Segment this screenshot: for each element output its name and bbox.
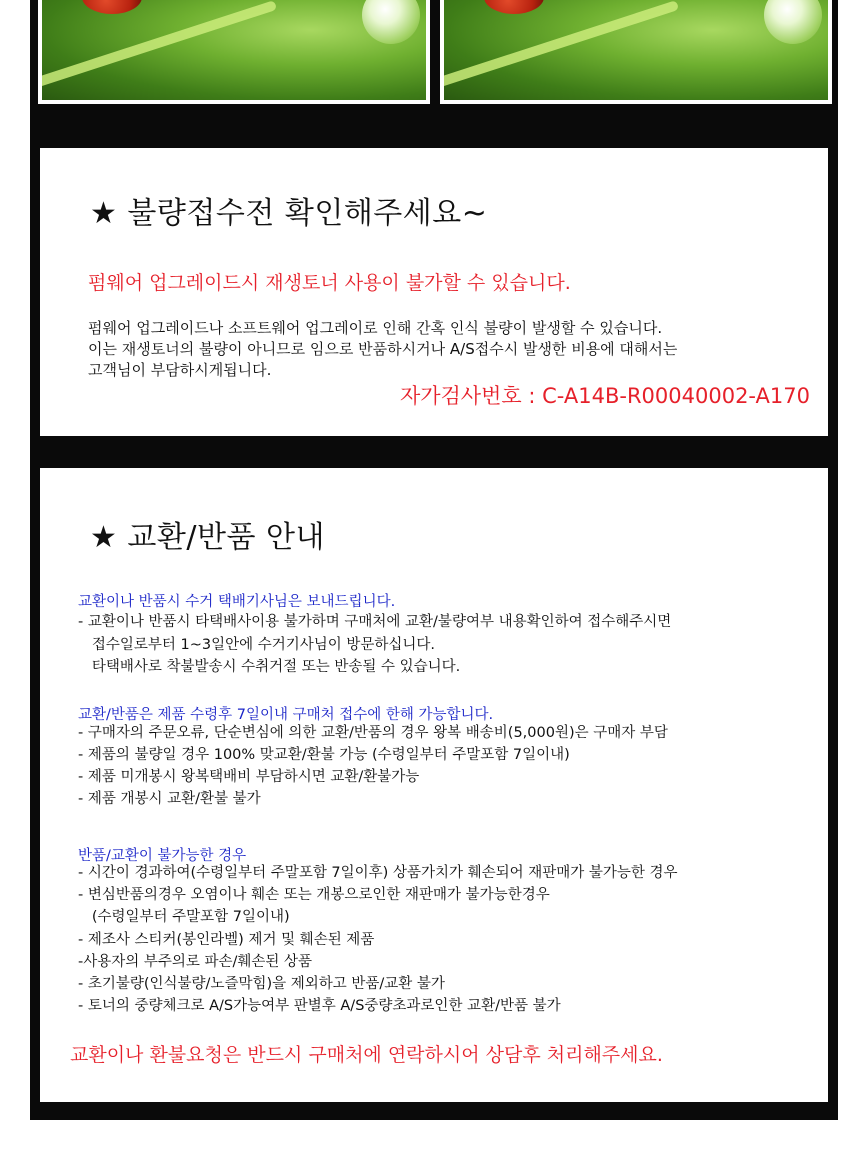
group-heading: 교환/반품은 제품 수령후 7일이내 구매처 접수에 한해 가능합니다. [78,707,494,723]
group-heading: 반품/교환이 불가능한 경우 [78,848,247,864]
list-item: - 토너의 중량체크로 A/S가능여부 판별후 A/S중량초과로인한 교환/반품 불가 [78,998,561,1014]
product-photo-right [440,0,832,104]
list-item: (수령일부터 주말포함 7일이내) [78,909,290,925]
group-heading: 교환이나 반품시 수거 택배기사님은 보내드립니다. [78,594,396,610]
list-item: - 구매자의 주문오류, 단순변심에 의한 교환/반품의 경우 왕복 배송비(5,000원)은 구매자 부담 [78,725,668,741]
section-title: ★ 불량접수전 확인해주세요~ [90,196,488,231]
water-drop-image [764,0,822,44]
section-title: ★ 교환/반품 안내 [90,520,325,555]
notice-line: 고객님이 부담하시게됩니다. [88,361,272,379]
list-item: - 변심반품의경우 오염이나 훼손 또는 개봉으로인한 재판매가 불가능한경우 [78,887,550,903]
inspection-code: 자가검사번호 : C-A14B-R00040002-A170 [399,384,810,408]
list-item: - 시간이 경과하여(수령일부터 주말포함 7일이후) 상품가치가 훼손되어 재판매가 불가능한 경우 [78,865,678,881]
list-item: - 제조사 스티커(봉인라벨) 제거 및 훼손된 제품 [78,932,375,948]
list-item: - 교환이나 반품시 타택배사이용 불가하며 구매처에 교환/불량여부 내용확인하여 접수해주시면 [78,614,672,630]
notice-line: 이는 재생토너의 불량이 아니므로 임으로 반품하시거나 A/S접수시 발생한 비용에 대해서는 [88,340,678,358]
ladybug-image [484,0,544,14]
firmware-warning-heading: 펌웨어 업그레이드시 재생토너 사용이 불가할 수 있습니다. [88,272,571,294]
exchange-return-panel [40,468,828,1102]
leaf-stem [38,0,277,90]
leaf-stem [440,0,679,90]
list-item: - 제품 개봉시 교환/환불 불가 [78,791,261,807]
final-notice: 교환이나 환불요청은 반드시 구매처에 연락하시어 상담후 처리해주세요. [70,1044,663,1066]
water-drop-image [362,0,420,44]
list-item: - 초기불량(인식불량/노즐막힘)을 제외하고 반품/교환 불가 [78,976,445,992]
list-item: - 제품 미개봉시 왕복택배비 부담하시면 교환/환불가능 [78,769,420,785]
list-item: 타택배사로 착불발송시 수취거절 또는 반송될 수 있습니다. [78,659,461,675]
list-item: 접수일로부터 1~3일안에 수거기사님이 방문하십니다. [78,637,436,653]
list-item: - 제품의 불량일 경우 100% 맞교환/환불 가능 (수령일부터 주말포함 7일이내) [78,747,570,763]
list-item: -사용자의 부주의로 파손/훼손된 상품 [78,954,313,970]
notice-line: 펌웨어 업그레이드나 소프트웨어 업그레이로 인해 간혹 인식 불량이 발생할 수 있습니다. [88,319,663,337]
ladybug-image [82,0,142,14]
defect-notice-panel [40,148,828,436]
product-photo-left [38,0,430,104]
